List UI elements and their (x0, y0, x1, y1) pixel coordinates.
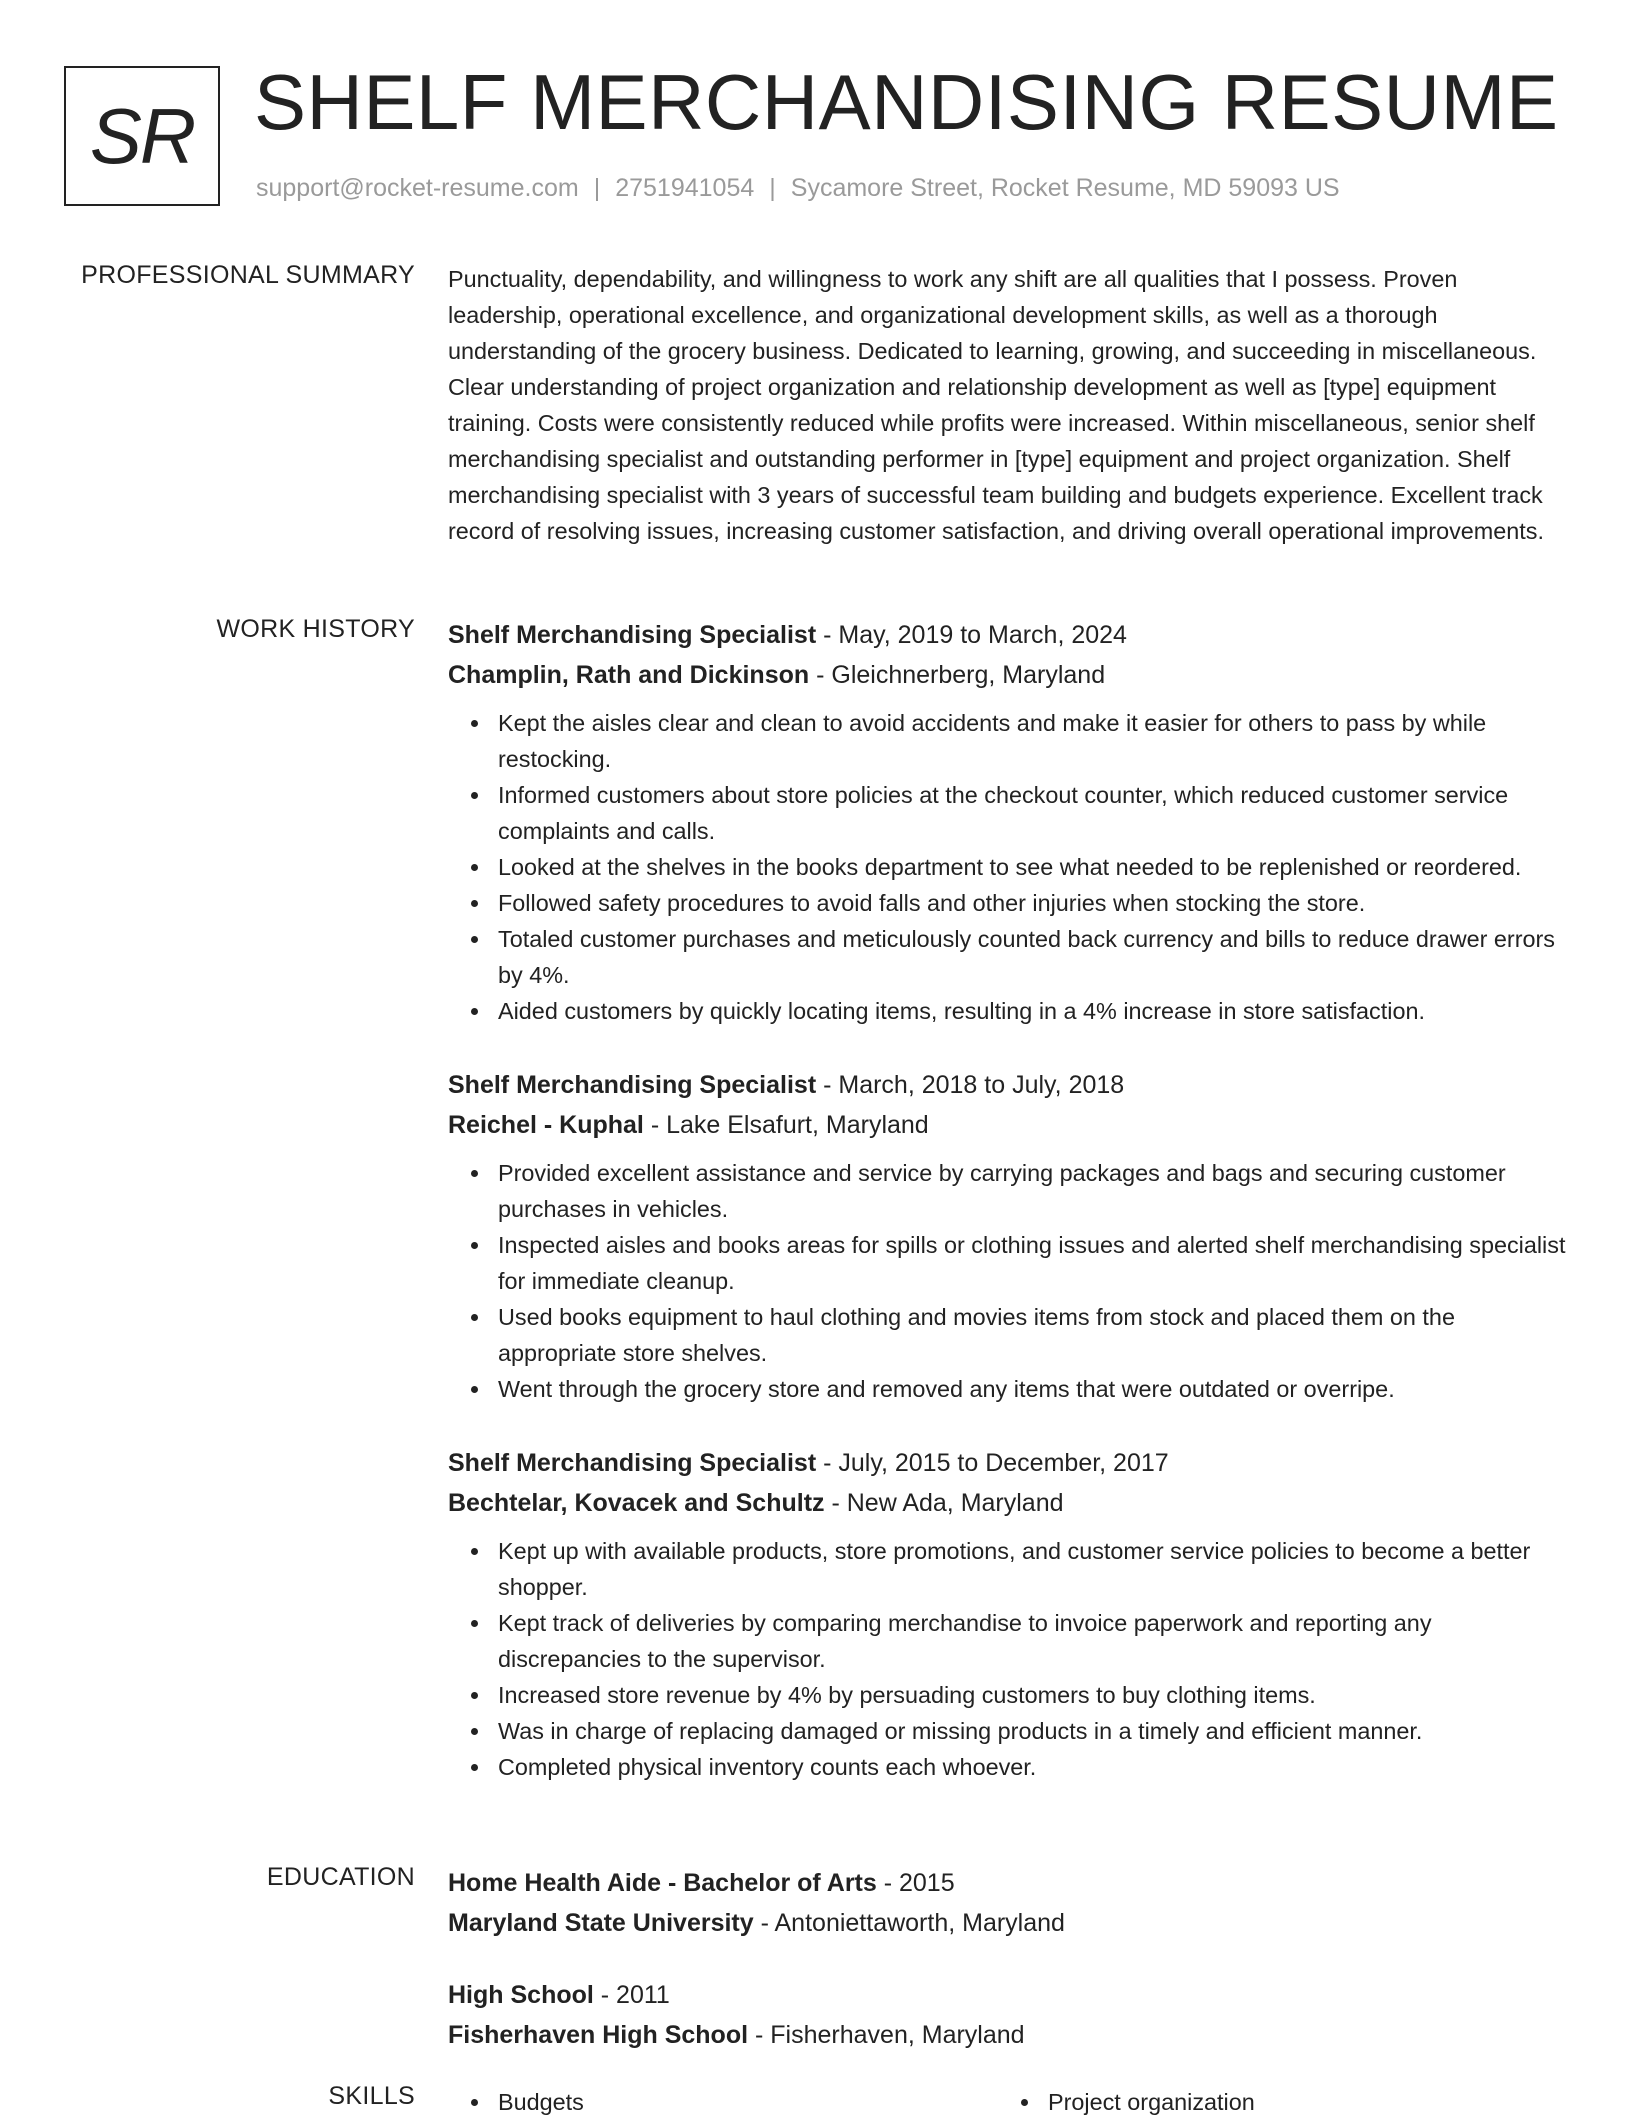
job-location: - Lake Elsafurt, Maryland (643, 1111, 929, 1139)
section-title-education: EDUCATION (266, 1863, 415, 1891)
job-dates: - March, 2018 to July, 2018 (816, 1071, 1125, 1099)
contact-phone: 2751941054 (615, 174, 755, 202)
job-bullet: • Completed physical inventory counts each whoever. (492, 1749, 1568, 1785)
job-entry (448, 1443, 1568, 1785)
skill-item: • Project organization (1042, 2084, 1548, 2120)
job-bullet: • Totaled customer purchases and meticulously counted back currency and bills to reduce drawer errors by 4%. (492, 921, 1568, 993)
contact-email[interactable]: support@rocket-resume.com (256, 174, 579, 202)
contact-line (256, 174, 1340, 203)
job-bullet: • Used books equipment to haul clothing and movies items from stock and placed them on the appropriate store shelves. (492, 1299, 1568, 1371)
edu-degree: Home Health Aide - Bachelor of Arts (448, 1869, 877, 1897)
job-title: Shelf Merchandising Specialist (448, 1071, 817, 1099)
summary-text: Punctuality, dependability, and willingness to work any shift are all qualities that I possess. Proven leadership, operational excellence, and organizational development skills, as well as a thorough understanding of the grocery business. Dedicated to learning, growing, and succeeding in miscellaneous. Clear understanding of project organization and relationship development as well as [type] equipment training. Costs were consistently reduced while profits were increased. Within miscellaneous, senior shelf merchandising specialist and outstanding performer in [type] equipment and project organization. Shelf merchandising specialist with 3 years of successful team building and budgets experience. Excellent track record of resolving issues, increasing customer satisfaction, and driving overall operational improvements. (448, 266, 1544, 544)
job-bullet: • Provided excellent assistance and service by carrying packages and bags and securing customer purchases in vehicles. (492, 1155, 1568, 1227)
job-bullet: • Kept the aisles clear and clean to avoid accidents and make it easier for others to pass by while restocking. (492, 705, 1568, 777)
education-entry (448, 1975, 1568, 2055)
job-bullet: • Looked at the shelves in the books department to see what needed to be replenished or reordered. (492, 849, 1568, 885)
job-location: - Gleichnerberg, Maryland (809, 661, 1106, 689)
job-bullets (448, 1533, 1568, 1785)
job-dates: - May, 2019 to March, 2024 (816, 621, 1127, 649)
contact-separator: | (593, 174, 601, 202)
job-bullet: • Informed customers about store policies at the checkout counter, which reduced customer service complaints and calls. (492, 777, 1568, 849)
edu-year: - 2011 (593, 1981, 670, 2009)
skills-list (448, 2084, 1568, 2120)
job-bullet: • Increased store revenue by 4% by persuading customers to buy clothing items. (492, 1677, 1568, 1713)
job-entry (448, 1065, 1568, 1407)
section-title-skills: SKILLS (328, 2082, 415, 2110)
job-bullet: • Went through the grocery store and removed any items that were outdated or overripe. (492, 1371, 1568, 1407)
section-title-work-history: WORK HISTORY (216, 615, 415, 643)
job-bullet: • Inspected aisles and books areas for spills or clothing issues and alerted shelf merchandising specialist for immediate cleanup. (492, 1227, 1568, 1299)
job-title: Shelf Merchandising Specialist (448, 1449, 817, 1477)
job-bullet: • Kept up with available products, store promotions, and customer service policies to become a better shopper. (492, 1533, 1568, 1605)
edu-degree: High School (448, 1981, 594, 2009)
job-company: Reichel - Kuphal (448, 1111, 644, 1139)
job-bullet: • Kept track of deliveries by comparing merchandise to invoice paperwork and reporting any discrepancies to the supervisor. (492, 1605, 1568, 1677)
job-bullet: • Was in charge of replacing damaged or missing products in a timely and efficient manner. (492, 1713, 1568, 1749)
edu-year: - 2015 (876, 1869, 955, 1897)
job-bullet: • Followed safety procedures to avoid falls and other injuries when stocking the store. (492, 885, 1568, 921)
monogram-logo: SR (64, 66, 220, 206)
resume-title: SHELF MERCHANDISING RESUME (254, 58, 1559, 146)
job-bullets (448, 1155, 1568, 1407)
job-title: Shelf Merchandising Specialist (448, 621, 817, 649)
edu-location: - Fisherhaven, Maryland (748, 2021, 1025, 2049)
job-dates: - July, 2015 to December, 2017 (816, 1449, 1169, 1477)
edu-school: Maryland State University (448, 1909, 754, 1937)
job-entry (448, 615, 1568, 1029)
job-company: Champlin, Rath and Dickinson (448, 661, 810, 689)
edu-school: Fisherhaven High School (448, 2021, 749, 2049)
skill-item: • Budgets (492, 2084, 998, 2120)
job-bullets (448, 705, 1568, 1029)
edu-location: - Antoniettaworth, Maryland (753, 1909, 1065, 1937)
education-entry (448, 1863, 1568, 1943)
job-bullet: • Aided customers by quickly locating items, resulting in a 4% increase in store satisfaction. (492, 993, 1568, 1029)
section-title-summary: PROFESSIONAL SUMMARY (81, 261, 415, 289)
contact-separator: | (769, 174, 776, 202)
job-company: Bechtelar, Kovacek and Schultz (448, 1489, 825, 1517)
job-location: - New Ada, Maryland (824, 1489, 1064, 1517)
contact-address: Sycamore Street, Rocket Resume, MD 59093 US (790, 174, 1340, 202)
